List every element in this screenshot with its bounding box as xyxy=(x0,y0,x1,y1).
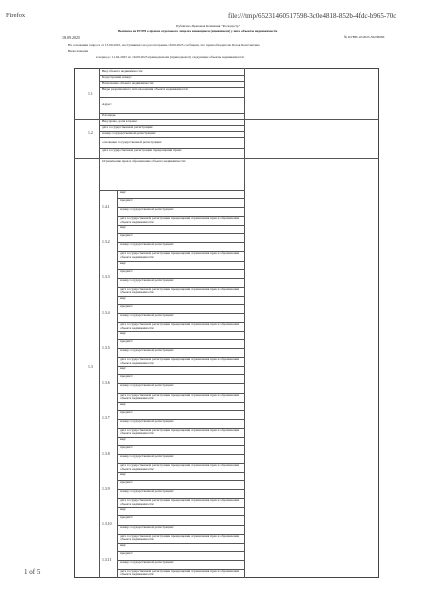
encumbrance-kind: вид: xyxy=(120,401,127,406)
encumbrance-field: предмет: xyxy=(120,303,133,308)
row-divider xyxy=(117,472,244,473)
s11-item-4: Виды разрешенного использования объекта недвижимости: xyxy=(102,87,189,91)
encumbrance-field: предмет: xyxy=(120,515,133,520)
encumbrance-kind: вид: xyxy=(120,542,127,547)
encumbrance-field: дата государственной регистрации прекращения ограничения прав и обременения объекта недвижимости: xyxy=(120,322,240,330)
section-num-1-1: 1.1 xyxy=(88,92,93,96)
encumbrance-field: дата государственной регистрации прекращения ограничения прав и обременения объекта недвижимости: xyxy=(120,357,240,365)
encumbrance-field: предмет: xyxy=(120,198,133,202)
s11-item-6: Площадь: xyxy=(102,113,117,117)
encumbrance-num: 1.4.1 xyxy=(102,204,110,209)
encumbrance-kind: вид: xyxy=(120,436,127,441)
encumbrance-num: 1.3.3 xyxy=(102,275,110,280)
encumbrance-field: номер государственной регистрации: xyxy=(120,559,174,564)
encumbrance-kind: вид: xyxy=(120,331,127,336)
encumbrance-field: номер государственной регистрации: xyxy=(120,383,174,388)
encumbrance-field: предмет: xyxy=(120,233,133,238)
encumbrance-kind: вид: xyxy=(120,507,127,512)
encumbrance-field: номер государственной регистрации: xyxy=(120,242,174,247)
col-sep-1 xyxy=(99,68,100,578)
encumbrance-field: номер государственной регистрации: xyxy=(120,454,174,458)
s12-item-2: дата государственной регистрации: xyxy=(102,125,154,129)
section-num-1-2: 1.2 xyxy=(88,131,93,135)
encumbrance-num: 1.3.2 xyxy=(102,240,110,245)
encumbrance-field: предмет: xyxy=(120,444,133,449)
encumbrance-field: предмет: xyxy=(120,268,133,273)
encumbrance-field: дата государственной регистрации прекращения ограничения прав и обременения объекта недвижимости: xyxy=(120,216,240,224)
encumbrance-field: номер государственной регистрации: xyxy=(120,524,174,529)
section-num-1-3: 1.3 xyxy=(88,365,93,369)
page-indicator: 1 of 5 xyxy=(24,568,41,576)
encumbrance-field: номер государственной регистрации: xyxy=(120,312,174,317)
document-title: Выписка из ЕГРН о правах отдельного лица на имеющиеся (имевшиеся) у него объекты недвижимости xyxy=(118,29,278,33)
row-divider xyxy=(117,507,244,508)
encumbrance-kind: вид: xyxy=(120,295,127,300)
encumbrance-kind: вид: xyxy=(120,190,127,194)
encumbrance-field: дата государственной регистрации прекращения ограничения прав и обременения объекта недвижимости: xyxy=(120,392,240,401)
row-divider xyxy=(117,225,244,226)
encumbrance-num: 1.3.11 xyxy=(102,557,112,562)
encumbrance-field: номер государственной регистрации: xyxy=(120,348,174,353)
browser-name: Firefox xyxy=(6,12,26,19)
encumbrance-num: 1.3.9 xyxy=(102,486,110,491)
encumbrance-num: 1.3.6 xyxy=(102,381,110,386)
encumbrance-field: дата государственной регистрации прекращения ограничения прав и обременения объекта недвижимости: xyxy=(120,568,240,577)
encumbrance-num: 1.3.10 xyxy=(102,522,112,527)
s11-item-2: Кадастровый номер: xyxy=(102,75,132,79)
page-url: file:///tmp/65231460517598-3c0e4818-852b-4fdc-b965-70c xyxy=(228,12,397,20)
encumbrance-kind: вид: xyxy=(120,472,127,477)
encumbrance-field: номер государственной регистрации: xyxy=(120,418,174,423)
encumbrance-field: номер государственной регистрации: xyxy=(120,277,174,282)
row-divider xyxy=(117,296,244,297)
s11-item-1: Вид объекта недвижимости: xyxy=(102,69,143,73)
encumbrance-kind: вид: xyxy=(120,260,127,265)
intro-line-1: На основании запроса от 15.09.2025, поступившего на рассмотрение 16.09.2025 сообщаем, что правообладателю Козак Константина xyxy=(68,43,260,47)
encumbrance-field: номер государственной регистрации: xyxy=(120,207,174,212)
encumbrance-num: 1.3.5 xyxy=(102,345,110,350)
encumbrance-field: дата государственной регистрации прекращения ограничения прав и обременения объекта недвижимости: xyxy=(120,463,240,471)
s12-item-3: номер государственной регистрации: xyxy=(102,131,156,135)
encumbrance-num: 1.3.7 xyxy=(102,416,110,421)
col-sep-3 xyxy=(244,68,245,578)
encumbrance-num: 1.3.8 xyxy=(102,451,110,456)
encumbrance-kind: вид: xyxy=(120,366,127,371)
encumbrance-field: дата государственной регистрации прекращения ограничения прав и обременения объекта недвижимости: xyxy=(120,498,240,506)
encumbrance-kind: вид: xyxy=(120,225,127,230)
encumbrance-num: 1.3.4 xyxy=(102,310,110,315)
encumbrance-field: дата государственной регистрации прекращения ограничения прав и обременения объекта недвижимости: xyxy=(120,427,240,436)
org-name: Публично-Правовая Компания "Роскадастр" xyxy=(176,24,241,28)
row-divider xyxy=(117,331,244,332)
row-divider xyxy=(117,190,244,191)
row-divider xyxy=(117,366,244,367)
encumbrance-field: предмет: xyxy=(120,339,133,344)
s12-item-1: Вид права, доля в праве: xyxy=(102,119,138,123)
intro-line-2: Вячеславович xyxy=(68,49,89,53)
encumbrance-field: дата государственной регистрации прекращения ограничения прав и обременения объекта недвижимости: xyxy=(120,251,240,260)
encumbrance-field: предмет: xyxy=(120,480,133,485)
encumbrance-field: предмет: xyxy=(120,550,133,555)
encumbrance-field: номер государственной регистрации: xyxy=(120,489,174,494)
s13-title: Ограничение прав и обременение объекта недвижимости: xyxy=(102,159,186,163)
s12-item-5: дата государственной регистрации прекращения права: xyxy=(102,148,182,152)
row-divider xyxy=(117,543,244,544)
s12-item-4: основание государственной регистрации: xyxy=(102,140,162,144)
encumbrance-field: дата государственной регистрации прекращения ограничения прав и обременения объекта недвижимости: xyxy=(120,533,240,542)
row-divider xyxy=(117,402,244,403)
s11-item-5: Адрес: xyxy=(102,102,112,106)
row-divider xyxy=(117,261,244,262)
encumbrance-field: дата государственной регистрации прекращения ограничения прав и обременения объекта недвижимости: xyxy=(120,286,240,295)
s11-item-3: Назначение объекта недвижимости: xyxy=(102,81,154,85)
encumbrance-field: предмет: xyxy=(120,374,133,379)
row-divider xyxy=(117,437,244,438)
encumbrance-field: предмет: xyxy=(120,409,133,414)
intro-line-3: в период с 11.04.2025 по 16.09.2025 принадлежали (принадлежат) следующие объекты недвижимости: xyxy=(96,55,245,59)
document-date: 18.09.2025 xyxy=(62,35,80,40)
document-number: № КУВИ-10/2025-56236066 xyxy=(344,35,385,39)
